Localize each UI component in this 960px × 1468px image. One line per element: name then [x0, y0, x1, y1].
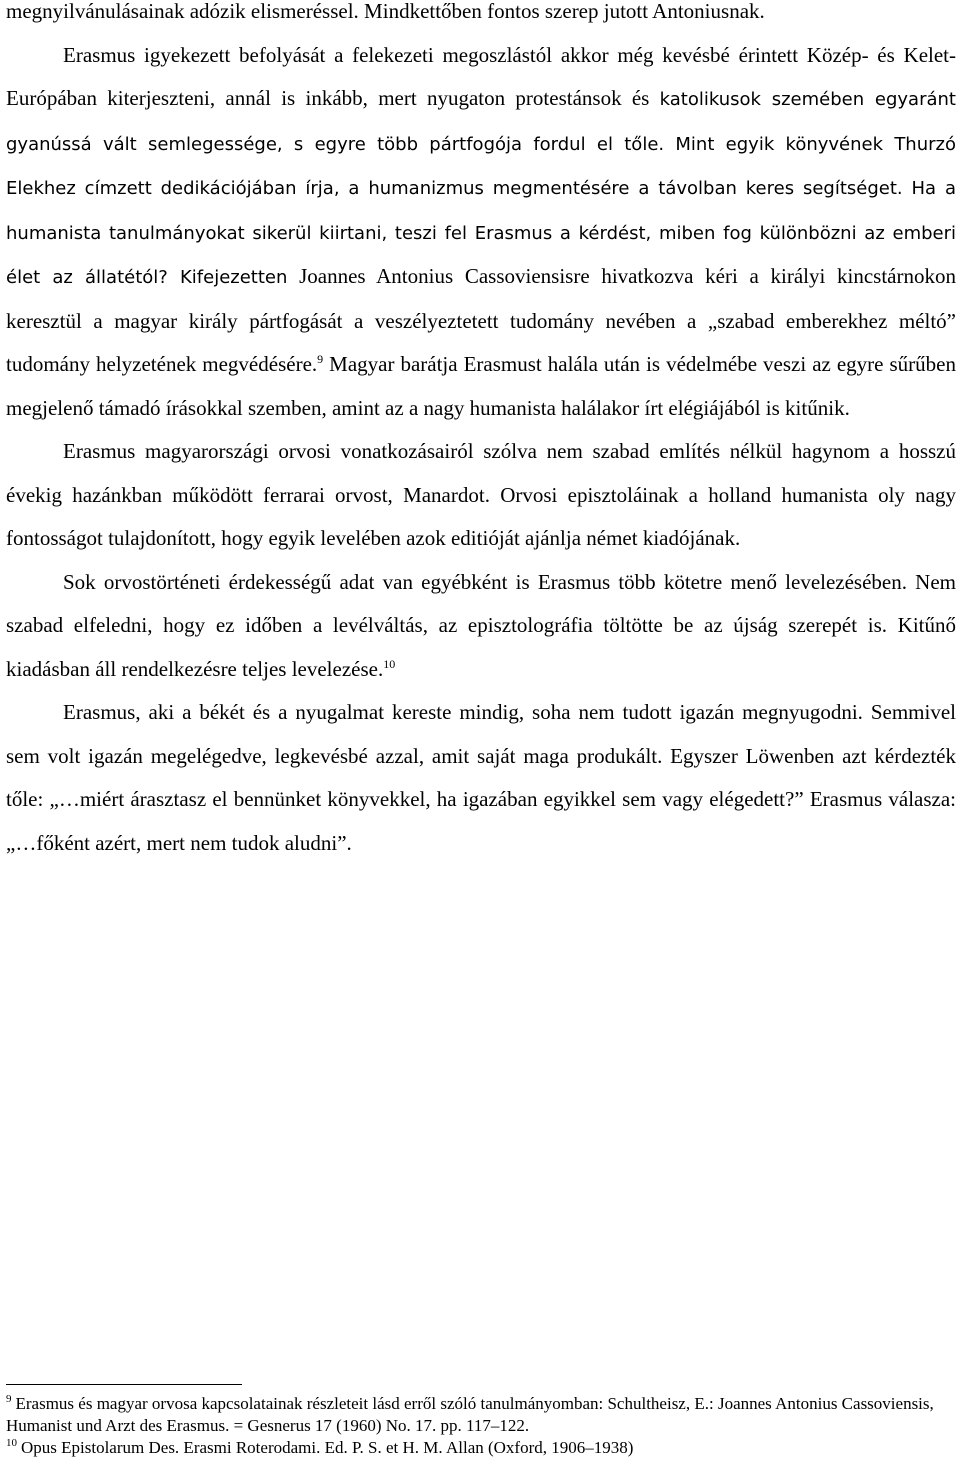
paragraph-1-line-1: megnyilvánulásainak adózik elismeréssel. Mindkettőben fontos szerep jutott Antoniusnak. [6, 0, 765, 23]
paragraph-1-segment-2: Erasmus igyekezett befolyását a felekezeti megoszlástól akkor még kevésbé érintett Közép- és Kelet-Európában kiterjeszteni, annál is inkább, mert nyugaton protestánsok és [6, 42, 956, 110]
document-page [6, 0, 956, 865]
footnote-separator [6, 1384, 242, 1385]
paragraph-1-segment-4: Joannes Antonius Cassoviensisre hivatkozva kéri a királyi kincstárnokon keresztül a magyar király pártfogását a veszélyeztetett tudomány nevében a „szabad emberekhez méltó” tudomány helyzetének megvédésére. [6, 264, 956, 376]
paragraph-3-text: Sok orvostörténeti érdekességű adat van egyébként is Erasmus több kötetre menő levelezésében. Nem szabad elfeledni, hogy ez időben a levélváltás, az episztolográfia töltötte be az újság szerepét is. Kitűnő kiadásban áll rendelkezésre teljes levelezése. [6, 569, 956, 681]
footnote-10-text: Opus Epistolarum Des. Erasmi Roterodami. Ed. P. S. et H. M. Allan (Oxford, 1906–1938) [21, 1438, 634, 1457]
paragraph-2: Erasmus magyarországi orvosi vonatkozásairól szólva nem szabad említés nélkül hagynom a hosszú évekig hazánkban működött ferrarai orvost, Manardot. Orvosi episztoláinak a holland humanista oly nagy fontosságot tulajdonított, hogy egyik levelében azok editióját ajánlja német kiadójának. [6, 439, 956, 550]
footnote-9 [6, 1393, 956, 1437]
footnote-reference-10[interactable]: 10 [383, 656, 396, 671]
footnote-10 [6, 1437, 956, 1459]
footnote-10-mark: 10 [6, 1437, 17, 1450]
paragraph-1-segment-3: katolikusok szemében egyaránt gyanússá vált semlegessége, s egyre több pártfogója fordul el tőle. Mint egyik könyvének Thurzó Elekhez címzett dedikációjában írja, a humanizmus megmentésére a távolban keres segítséget. Ha a humanista tanulmányokat sikerül kiirtani, teszi fel Erasmus a kérdést, miben fog különbözni az emberi élet az állatétól? Kifejezetten [6, 89, 956, 288]
footnotes-section [6, 1393, 956, 1459]
paragraph-1-segment-5: Magyar barátja Erasmust halála után is védelmébe veszi az egyre sűrűben megjelenő támadó írásokkal szemben, amint az a nagy humanista halálakor írt elégiájából is kitűnik. [6, 352, 956, 420]
paragraph-1 [6, 0, 956, 430]
paragraph-3 [6, 561, 956, 692]
paragraph-4: Erasmus, aki a békét és a nyugalmat kereste mindig, soha nem tudott igazán megnyugodni. Semmivel sem volt igazán megelégedve, legkevésbé azzal, amit saját maga produkált. Egyszer Löwenben azt kérdezték tőle: „…miért árasztasz el bennünket könyvekkel, ha igazában egyikkel sem vagy elégedett?” Erasmus válasza: „…főként azért, mert nem tudok aludni”. [6, 700, 956, 855]
footnote-reference-9[interactable]: 9 [317, 352, 324, 366]
footnote-9-text: Erasmus és magyar orvosa kapcsolatainak részleteit lásd erről szóló tanulmányomban: Schultheisz, E.: Joannes Antonius Cassoviensis, Humanist und Arzt des Erasmus. = Gesnerus 17 (1960) No. 17. pp. 117–122. [6, 1394, 934, 1435]
footnote-9-mark: 9 [6, 1393, 12, 1406]
